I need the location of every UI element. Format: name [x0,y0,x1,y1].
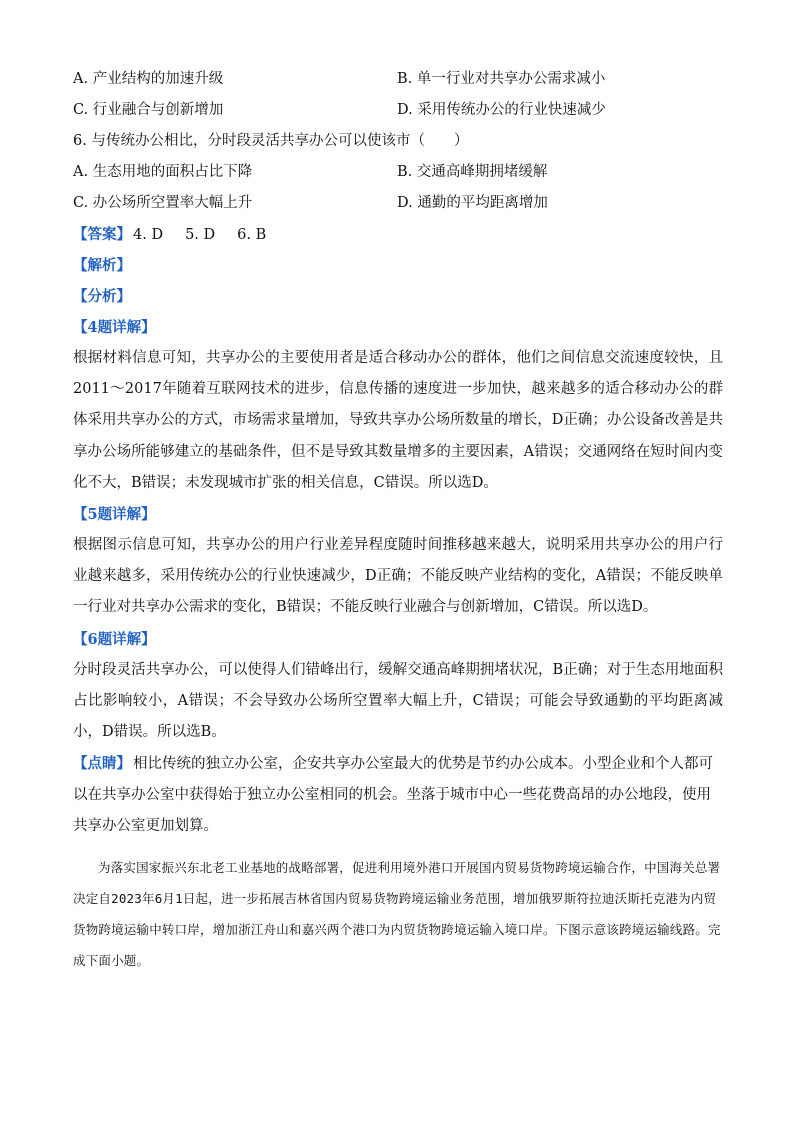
document-page [73,64,723,976]
q5-heading: 【5题详解】 [73,506,156,524]
q6-option-c: C. 办公场所空置率大幅上升 [73,195,253,211]
q5-options-row-1 [73,64,723,95]
q6-heading: 【6题详解】 [73,630,156,648]
note-paragraph [73,748,723,842]
q4-heading: 【4题详解】 [73,319,156,336]
material-paragraph: 为落实国家振兴东北老工业基地的战略部署，促进利用境外港口开展国内贸易货物跨境运输合作，中国海关总署决定自2023年6月1日起，进一步拓展吉林省国内贸易货物跨境运输业务范围，增加俄罗斯符拉迪沃斯托克港为内贸货物跨境运输中转口岸，增加浙江舟山和嘉兴两个港口为内贸货物跨境运输入境口岸。下图示意该跨境运输线路。完成下面小题。 [73,860,721,969]
fenxi-heading: 【分析】 [73,288,131,305]
q5-option-c: C. 行业融合与创新增加 [73,102,224,118]
answer-6: 6. B [237,227,267,243]
answer-line [73,219,723,250]
q6-options-row-1 [73,157,723,188]
q5-option-d: D. 采用传统办公的行业快速减少 [397,102,606,118]
q5-options-row-2 [73,95,723,126]
analysis-heading: 【解析】 [73,257,131,274]
q6-option-a: A. 生态用地的面积占比下降 [73,164,253,180]
answer-4: 4. D [133,227,164,243]
q4-explanation: 根据材料信息可知，共享办公的主要使用者是适合移动办公的群体，他们之间信息交流速度较快，且2011～2017年随着互联网技术的进步，信息传播的速度进一步加快，越来越多的适合移动办公的群体采用共享办公的方式，市场需求量增加，导致共享办公场所数量的增长，D正确；办公设备改善是共享办公场所能够建立的基础条件，但不是导致其数量增多的主要因素，A错误；交通网络在短时间内变化不大，B错误；未发现城市扩张的相关信息，C错误。所以选D。 [73,350,723,491]
note-text: 相比传统的独立办公室，企安共享办公室最大的优势是节约办公成本。小型企业和个人都可以在共享办公室中获得始于独立办公室相同的机会。坐落于城市中心一些花费高昂的办公地段，使用共享办公室更加划算。 [73,756,713,835]
question-6: 6. 与传统办公相比，分时段灵活共享办公可以使该市（ ） [73,133,469,149]
q5-explanation: 根据图示信息可知，共享办公的用户行业差异程度随时间推移越来越大，说明采用共享办公的用户行业越来越多，采用传统办公的行业快速减少，D正确；不能反映产业结构的变化，A错误；不能反映单一行业对共享办公需求的变化，B错误；不能反映行业融合与创新增加，C错误。所以选D。 [73,537,723,616]
q6-options-row-2 [73,188,723,219]
q6-option-d: D. 通勤的平均距离增加 [397,195,548,211]
note-label: 【点睛】 [73,755,131,773]
q6-explanation: 分时段灵活共享办公，可以使得人们错峰出行，缓解交通高峰期拥堵状况，B正确；对于生态用地面积占比影响较小，A错误；不会导致办公场所空置率大幅上升，C错误；可能会导致通勤的平均距离减小，D错误。所以选B。 [73,661,723,741]
answer-label: 【答案】 [73,226,131,243]
answer-values [133,227,288,243]
q6-option-b: B. 交通高峰期拥堵缓解 [397,164,548,180]
q5-option-a: A. 产业结构的加速升级 [73,71,224,87]
q5-option-b: B. 单一行业对共享办公需求减小 [397,71,606,87]
answer-5: 5. D [185,227,216,243]
